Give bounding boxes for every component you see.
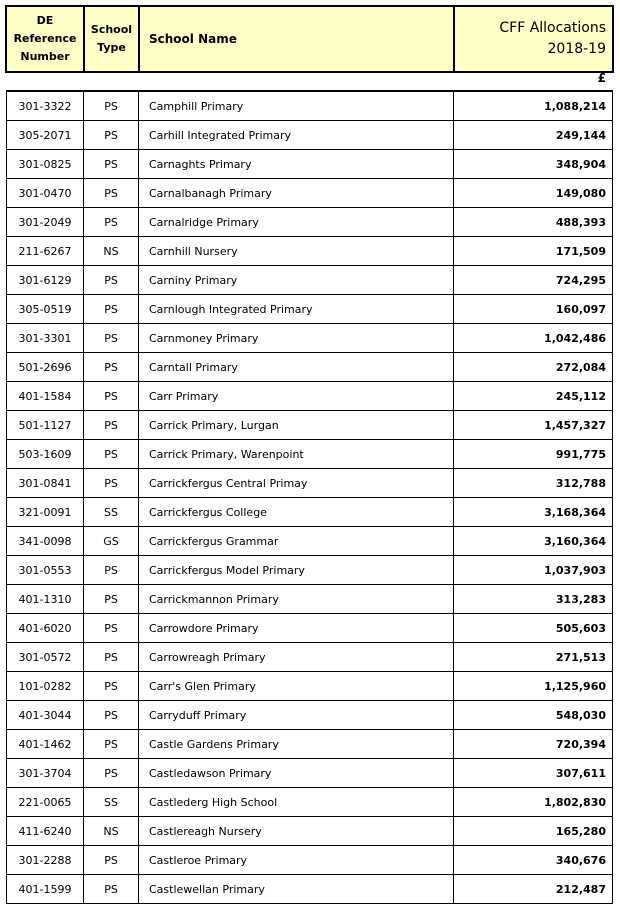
name-cell: Carrickfergus Model Primary [139, 556, 454, 585]
type-cell: PS [84, 179, 139, 208]
type-cell: PS [84, 643, 139, 672]
table-row [7, 817, 613, 846]
header-ref-number: DE Reference Number [6, 6, 84, 72]
ref-cell: 221-0065 [7, 788, 84, 817]
name-cell: Carnalbanagh Primary [139, 179, 454, 208]
type-cell: PS [84, 875, 139, 904]
amount-cell: 505,603 [454, 614, 613, 643]
ref-cell: 301-6129 [7, 266, 84, 295]
amount-cell: 1,802,830 [454, 788, 613, 817]
ref-cell: 401-1462 [7, 730, 84, 759]
name-cell: Carrowreagh Primary [139, 643, 454, 672]
type-cell: NS [84, 237, 139, 266]
name-cell: Castlederg High School [139, 788, 454, 817]
ref-cell: 401-6020 [7, 614, 84, 643]
table-row [7, 382, 613, 411]
ref-cell: 321-0091 [7, 498, 84, 527]
name-cell: Carnhill Nursery [139, 237, 454, 266]
type-cell: PS [84, 730, 139, 759]
table-row [7, 556, 613, 585]
name-cell: Castledawson Primary [139, 759, 454, 788]
type-cell: PS [84, 846, 139, 875]
amount-cell: 249,144 [454, 121, 613, 150]
type-cell: PS [84, 91, 139, 121]
amount-cell: 1,088,214 [454, 91, 613, 121]
table-row [7, 411, 613, 440]
ref-cell: 501-2696 [7, 353, 84, 382]
ref-cell: 301-3301 [7, 324, 84, 353]
amount-cell: 245,112 [454, 382, 613, 411]
ref-cell: 503-1609 [7, 440, 84, 469]
amount-cell: 3,168,364 [454, 498, 613, 527]
ref-cell: 301-3704 [7, 759, 84, 788]
table-row [7, 91, 613, 121]
name-cell: Carnlough Integrated Primary [139, 295, 454, 324]
name-cell: Castlewellan Primary [139, 875, 454, 904]
ref-cell: 301-0553 [7, 556, 84, 585]
table-row [7, 237, 613, 266]
amount-cell: 340,676 [454, 846, 613, 875]
amount-cell: 165,280 [454, 817, 613, 846]
table-row [7, 730, 613, 759]
name-cell: Castleroe Primary [139, 846, 454, 875]
name-cell: Carnalridge Primary [139, 208, 454, 237]
table-row [7, 266, 613, 295]
ref-cell: 301-0841 [7, 469, 84, 498]
amount-cell: 3,160,364 [454, 527, 613, 556]
amount-cell: 160,097 [454, 295, 613, 324]
name-cell: Castlereagh Nursery [139, 817, 454, 846]
type-cell: PS [84, 759, 139, 788]
amount-cell: 1,042,486 [454, 324, 613, 353]
table-row [7, 672, 613, 701]
name-cell: Carrickfergus Central Primay [139, 469, 454, 498]
amount-cell: 548,030 [454, 701, 613, 730]
type-cell: PS [84, 585, 139, 614]
amount-cell: 1,037,903 [454, 556, 613, 585]
type-cell: SS [84, 788, 139, 817]
table-row [7, 440, 613, 469]
header-cff-allocations: CFF Allocations 2018-19 [454, 6, 613, 72]
table-row [7, 875, 613, 904]
type-cell: PS [84, 672, 139, 701]
ref-cell: 301-0470 [7, 179, 84, 208]
ref-cell: 301-0825 [7, 150, 84, 179]
table-row [7, 179, 613, 208]
type-cell: GS [84, 527, 139, 556]
amount-cell: 348,904 [454, 150, 613, 179]
amount-cell: 1,457,327 [454, 411, 613, 440]
type-cell: PS [84, 701, 139, 730]
amount-cell: 212,487 [454, 875, 613, 904]
amount-cell: 312,788 [454, 469, 613, 498]
table-row [7, 469, 613, 498]
table-row [7, 788, 613, 817]
name-cell: Carnmoney Primary [139, 324, 454, 353]
header-school-type: School Type [84, 6, 139, 72]
table-row [7, 585, 613, 614]
amount-cell: 171,509 [454, 237, 613, 266]
type-cell: PS [84, 382, 139, 411]
name-cell: Carrickmannon Primary [139, 585, 454, 614]
ref-cell: 305-0519 [7, 295, 84, 324]
amount-cell: 724,295 [454, 266, 613, 295]
name-cell: Carniny Primary [139, 266, 454, 295]
type-cell: PS [84, 150, 139, 179]
amount-cell: 991,775 [454, 440, 613, 469]
type-cell: PS [84, 353, 139, 382]
name-cell: Carntall Primary [139, 353, 454, 382]
ref-cell: 301-0572 [7, 643, 84, 672]
table-row [7, 498, 613, 527]
table-row [7, 324, 613, 353]
type-cell: PS [84, 295, 139, 324]
name-cell: Carrick Primary, Warenpoint [139, 440, 454, 469]
type-cell: PS [84, 324, 139, 353]
table-header [5, 5, 614, 73]
amount-cell: 1,125,960 [454, 672, 613, 701]
table-row [7, 846, 613, 875]
type-cell: PS [84, 121, 139, 150]
ref-cell: 401-3044 [7, 701, 84, 730]
type-cell: PS [84, 614, 139, 643]
amount-cell: 488,393 [454, 208, 613, 237]
name-cell: Carnaghts Primary [139, 150, 454, 179]
ref-cell: 401-1310 [7, 585, 84, 614]
amount-cell: 149,080 [454, 179, 613, 208]
ref-cell: 301-3322 [7, 91, 84, 121]
ref-cell: 411-6240 [7, 817, 84, 846]
name-cell: Carrickfergus College [139, 498, 454, 527]
schools-table [6, 90, 613, 904]
amount-cell: 271,513 [454, 643, 613, 672]
table-row [7, 295, 613, 324]
name-cell: Carrick Primary, Lurgan [139, 411, 454, 440]
name-cell: Carryduff Primary [139, 701, 454, 730]
type-cell: PS [84, 556, 139, 585]
type-cell: PS [84, 266, 139, 295]
ref-cell: 301-2288 [7, 846, 84, 875]
table-row [7, 208, 613, 237]
type-cell: PS [84, 469, 139, 498]
table-row [7, 353, 613, 382]
ref-cell: 341-0098 [7, 527, 84, 556]
name-cell: Carr Primary [139, 382, 454, 411]
amount-cell: 720,394 [454, 730, 613, 759]
table-row [7, 527, 613, 556]
table-row [7, 701, 613, 730]
type-cell: PS [84, 411, 139, 440]
amount-cell: 313,283 [454, 585, 613, 614]
type-cell: PS [84, 440, 139, 469]
header-school-name: School Name [139, 6, 454, 72]
table-row [7, 759, 613, 788]
ref-cell: 305-2071 [7, 121, 84, 150]
currency-label: £ [597, 71, 606, 85]
ref-cell: 401-1584 [7, 382, 84, 411]
table-row [7, 150, 613, 179]
name-cell: Carhill Integrated Primary [139, 121, 454, 150]
table-row [7, 614, 613, 643]
name-cell: Castle Gardens Primary [139, 730, 454, 759]
amount-cell: 307,611 [454, 759, 613, 788]
name-cell: Camphill Primary [139, 91, 454, 121]
table-row [7, 643, 613, 672]
type-cell: SS [84, 498, 139, 527]
ref-cell: 501-1127 [7, 411, 84, 440]
type-cell: NS [84, 817, 139, 846]
name-cell: Carrickfergus Grammar [139, 527, 454, 556]
name-cell: Carrowdore Primary [139, 614, 454, 643]
amount-cell: 272,084 [454, 353, 613, 382]
table-row [7, 121, 613, 150]
name-cell: Carr's Glen Primary [139, 672, 454, 701]
ref-cell: 101-0282 [7, 672, 84, 701]
type-cell: PS [84, 208, 139, 237]
ref-cell: 301-2049 [7, 208, 84, 237]
ref-cell: 401-1599 [7, 875, 84, 904]
ref-cell: 211-6267 [7, 237, 84, 266]
